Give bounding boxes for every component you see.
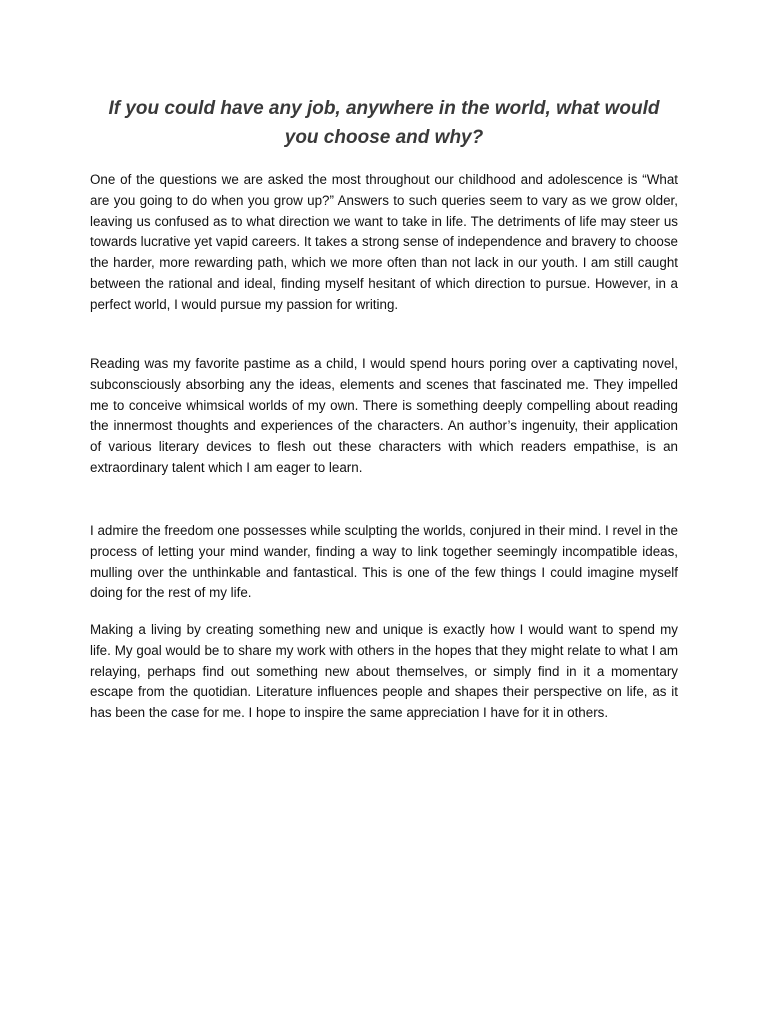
paragraph-1: One of the questions we are asked the most throughout our childhood and adolescence is “What are you going to do when you grow up?” Answers to such queries seem to vary as we grow older, leaving us confused as to what direction we want to take in life. The detriments of life may steer us towards lucrative yet vapid careers. It takes a strong sense of independence and bravery to choose the harder, more rewarding path, which we more often than not lack in our youth. I am still caught between the rational and ideal, finding myself hesitant of which direction to pursue. However, in a perfect world, I would pursue my passion for writing. — [90, 172, 678, 312]
paragraph-4: Making a living by creating something new and unique is exactly how I would want to spend my life. My goal would be to share my work with others in the hopes that they might relate to what I am relaying, perhaps find out something new about themselves, or simply find in it a momentary escape from the quotidian. Literature influences people and shapes their perspective on life, as it has been the case for me. I hope to inspire the same appreciation I have for it in others. — [90, 622, 678, 721]
essay-title: If you could have any job, anywhere in the world, what would you choose and why? — [108, 98, 660, 148]
paragraph-3: I admire the freedom one possesses while sculpting the worlds, conjured in their mind. I revel in the process of letting your mind wander, finding a way to link together seemingly incompatible ideas, mulling over the unthinkable and fantastical. This is one of the few things I could imagine myself doing for the rest of my life. — [90, 523, 678, 601]
paragraph-2: Reading was my favorite pastime as a child, I would spend hours poring over a captivating novel, subconsciously absorbing any the ideas, elements and scenes that fascinated me. They impelled me to conceive whimsical worlds of my own. There is something deeply compelling about reading the innermost thoughts and experiences of the characters. An author’s ingenuity, their application of various literary devices to flesh out these characters with which readers empathise, is an extraordinary talent which I am eager to learn. — [90, 356, 678, 475]
